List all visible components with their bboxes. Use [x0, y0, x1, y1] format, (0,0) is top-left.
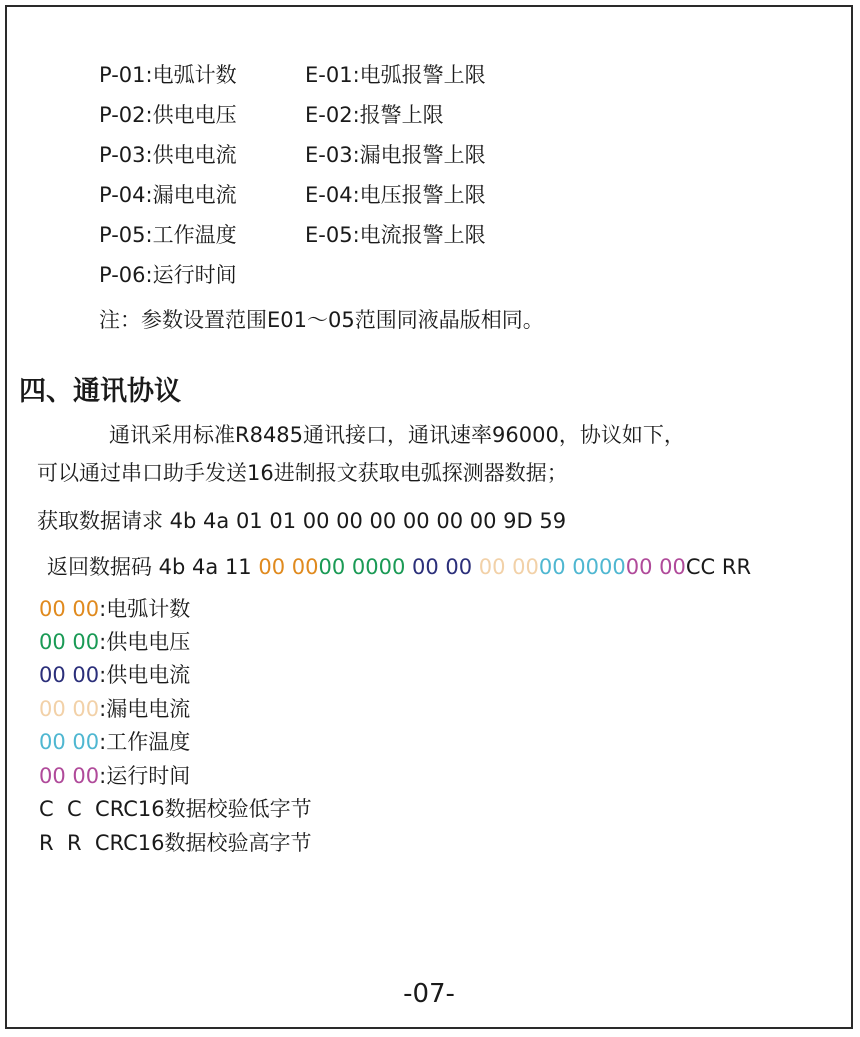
data-request-line: 获取数据请求 4b 4a 01 01 00 00 00 00 00 00 9D 59 — [37, 509, 567, 533]
legend-item — [39, 595, 190, 623]
param-p02: P-02:供电电压 — [99, 103, 237, 127]
legend-label: :漏电电流 — [99, 697, 191, 721]
response-prefix: 返回数据码 4b 4a 11 — [47, 555, 259, 579]
legend-item — [39, 695, 190, 723]
legend-label: :电弧计数 — [99, 597, 191, 621]
response-segment-leakage: 00 00 — [472, 555, 539, 579]
legend-label: :供电电压 — [99, 630, 191, 654]
protocol-paragraph-line1: 通讯采用标准R8485通讯接口，通讯速率96000，协议如下， — [109, 423, 685, 447]
param-e04: E-04:电压报警上限 — [305, 183, 486, 207]
legend-label: CRC16数据校验低字节 — [81, 797, 312, 821]
param-e02: E-02:报警上限 — [305, 103, 444, 127]
response-suffix: CC RR — [685, 555, 752, 579]
legend-label: :运行时间 — [99, 764, 191, 788]
param-p05: P-05:工作温度 — [99, 223, 237, 247]
legend-code: 00 00 — [39, 764, 100, 788]
param-p06: P-06:运行时间 — [99, 263, 237, 287]
legend-code: 00 00 — [39, 663, 100, 687]
legend-item — [39, 661, 190, 689]
page-number: -07- — [403, 979, 455, 1009]
legend-label: :工作温度 — [99, 730, 191, 754]
param-p03: P-03:供电电流 — [99, 143, 237, 167]
legend-code: 00 00 — [39, 597, 100, 621]
response-segment-current: 00 00 — [405, 555, 473, 579]
legend-item — [39, 628, 190, 656]
document-page — [5, 5, 853, 1029]
legend-label: :供电电流 — [99, 663, 191, 687]
legend-item — [39, 728, 190, 756]
legend-code: C C — [39, 797, 82, 821]
legend-item — [39, 829, 312, 857]
response-segment-temperature: 00 0000 — [538, 555, 626, 579]
legend-item — [39, 795, 312, 823]
legend-code: 00 00 — [39, 697, 100, 721]
section-heading: 四、通讯协议 — [19, 376, 181, 407]
legend-label: CRC16数据校验高字节 — [81, 831, 312, 855]
legend-item — [39, 762, 190, 790]
legend-code: R R — [39, 831, 82, 855]
data-response-line — [47, 551, 751, 581]
response-segment-voltage: 00 0000 — [318, 555, 406, 579]
protocol-paragraph-line2: 可以通过串口助手发送16进制报文获取电弧探测器数据； — [37, 461, 568, 485]
legend-code: 00 00 — [39, 730, 100, 754]
param-e05: E-05:电流报警上限 — [305, 223, 486, 247]
response-segment-runtime: 00 00 — [625, 555, 686, 579]
param-p01: P-01:电弧计数 — [99, 63, 237, 87]
param-e01: E-01:电弧报警上限 — [305, 63, 486, 87]
param-note: 注：参数设置范围E01～05范围同液晶版相同。 — [99, 308, 544, 332]
response-segment-arc-count: 00 00 — [258, 555, 319, 579]
legend-code: 00 00 — [39, 630, 100, 654]
param-p04: P-04:漏电电流 — [99, 183, 237, 207]
param-e03: E-03:漏电报警上限 — [305, 143, 486, 167]
